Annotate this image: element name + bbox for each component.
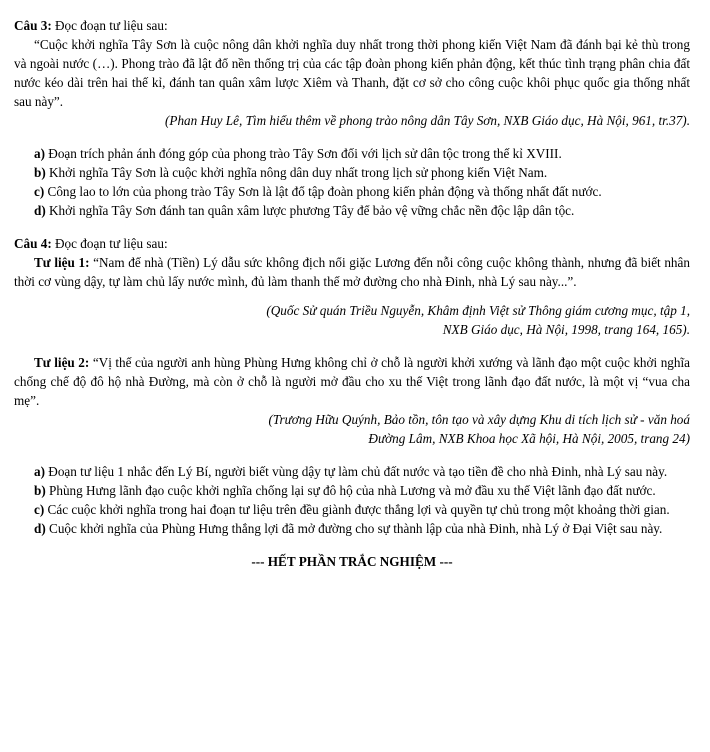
document-1-source-line-1: (Quốc Sử quán Triều Nguyễn, Khâm định Việt sử Thông giám cương mục, tập 1, xyxy=(266,303,690,318)
exam-page xyxy=(14,16,690,571)
option-key: c) xyxy=(34,502,45,517)
document-2 xyxy=(14,353,690,410)
question-4-title xyxy=(14,234,690,253)
question-3-quote: “Cuộc khởi nghĩa Tây Sơn là cuộc nông dân khởi nghĩa duy nhất trong thời phong kiến Việt Nam đã đánh bại kẻ thù trong và ngoài nước (…). Phong trào đã lật đổ nền thống trị của các tập đoàn phong kiến phản động, kết thúc tình trạng phân chia đất nước kéo dài trên hai thế kỉ, đánh tan quân xâm lược Xiêm và Thanh, đặt cơ sở cho công cuộc khôi phục quốc gia thống nhất sau này”. xyxy=(14,37,690,109)
option-text: Cuộc khởi nghĩa của Phùng Hưng thắng lợi đã mở đường cho sự thành lập của nhà Đinh, nhà Lý ở Đại Việt sau này. xyxy=(45,521,663,536)
option-text: Các cuộc khởi nghĩa trong hai đoạn tư liệu trên đều giành được thắng lợi và quyền tự chủ trong một khoảng thời gian. xyxy=(44,502,670,517)
question-3-instruction: Đọc đoạn tư liệu sau: xyxy=(51,18,168,33)
option-key: b) xyxy=(34,165,46,180)
option-key: d) xyxy=(34,521,46,536)
document-1-label: Tư liệu 1: xyxy=(34,255,90,270)
question-3-option-b xyxy=(14,163,690,182)
question-3-title xyxy=(14,16,690,35)
option-text: Khởi nghĩa Tây Sơn đánh tan quân xâm lược phương Tây để bảo vệ vững chắc nền độc lập dân tộc. xyxy=(45,203,575,218)
option-key: a) xyxy=(34,464,45,479)
question-3-option-d xyxy=(14,201,690,220)
document-1-source-line-2: NXB Giáo dục, Hà Nội, 1998, trang 164, 165). xyxy=(442,322,690,337)
question-3-label: Câu 3: xyxy=(14,18,52,33)
question-4-option-b xyxy=(14,481,690,500)
question-4-option-c xyxy=(14,500,690,519)
option-key: b) xyxy=(34,483,46,498)
option-text: Khởi nghĩa Tây Sơn là cuộc khởi nghĩa nông dân duy nhất trong lịch sử phong kiến Việt Nam. xyxy=(45,165,548,180)
option-text: Phùng Hưng lãnh đạo cuộc khởi nghĩa chống lại sự đô hộ của nhà Lương và mở đầu xu thế Việt lãnh đạo đất nước. xyxy=(45,483,656,498)
question-4-label: Câu 4: xyxy=(14,236,52,251)
end-of-section-heading: --- HẾT PHẦN TRẮC NGHIỆM --- xyxy=(251,554,453,569)
document-1 xyxy=(14,253,690,291)
document-2-label: Tư liệu 2: xyxy=(34,355,90,370)
option-key: c) xyxy=(34,184,45,199)
document-2-source-line-2: Đường Lâm, NXB Khoa học Xã hội, Hà Nội, 2005, trang 24) xyxy=(368,431,690,446)
option-key: d) xyxy=(34,203,46,218)
question-4-instruction: Đọc đoạn tư liệu sau: xyxy=(51,236,168,251)
document-2-text: “Vị thế của người anh hùng Phùng Hưng không chỉ ở chỗ là người khởi xướng và lãnh đạo một cuộc khởi nghĩa chống chế độ đô hộ nhà Đường, mà còn ở chỗ là người mở đầu cho xu thế Việt trong lãnh đạo đất nước, là một vị “vua cha mẹ”. xyxy=(14,355,690,408)
question-3-option-a xyxy=(14,144,690,163)
question-3-option-c xyxy=(14,182,690,201)
option-text: Đoạn trích phản ánh đóng góp của phong trào Tây Sơn đối với lịch sử dân tộc trong thế kỉ XVIII. xyxy=(45,146,562,161)
option-key: a) xyxy=(34,146,45,161)
document-1-text: “Nam đế nhà (Tiền) Lý dẫu sức không địch nổi giặc Lương đến nỗi công cuộc không thành, nhưng đã biết nhân thời cơ vùng dậy, tự làm chủ lấy nước mình, đủ làm thanh thế mở đường cho nhà Đinh, nhà Lý sau này...”. xyxy=(14,255,690,289)
question-4-option-d xyxy=(14,519,690,538)
document-2-source-line-1: (Trương Hữu Quýnh, Bảo tồn, tôn tạo và xây dựng Khu di tích lịch sử - văn hoá xyxy=(268,412,690,427)
option-text: Công lao to lớn của phong trào Tây Sơn là lật đổ tập đoàn phong kiến phản động và thống nhất đất nước. xyxy=(44,184,602,199)
question-3-source: (Phan Huy Lê, Tìm hiểu thêm về phong trào nông dân Tây Sơn, NXB Giáo dục, Hà Nội, 961, tr.37). xyxy=(165,113,690,128)
question-4-option-a xyxy=(14,462,690,481)
option-text: Đoạn tư liệu 1 nhắc đến Lý Bí, người biết vùng dậy tự làm chủ đất nước và tạo tiền đề cho nhà Đinh, nhà Lý sau này. xyxy=(45,464,668,479)
